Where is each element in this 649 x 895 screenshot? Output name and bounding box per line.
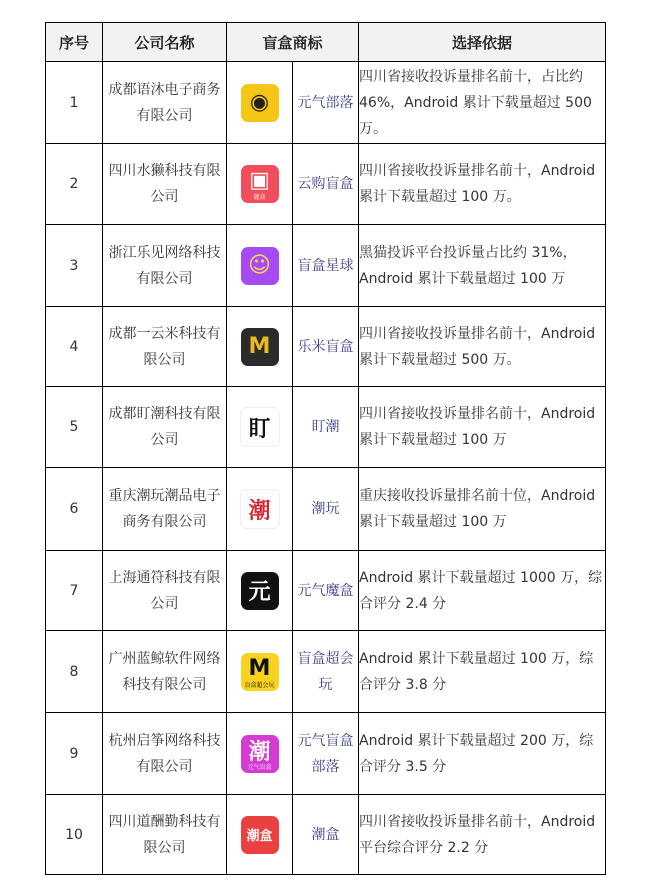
company-name: 重庆潮玩潮品电子商务有限公司 xyxy=(103,468,227,551)
logo-caption: 随盒 xyxy=(253,194,266,201)
brand-logo-cell xyxy=(227,795,293,875)
table-row xyxy=(46,468,606,551)
header-reason: 选择依据 xyxy=(359,23,606,62)
table-row xyxy=(46,713,606,795)
brand-name: 盲盒超会玩 xyxy=(293,631,359,713)
brand-logo-cell xyxy=(227,551,293,631)
row-number: 9 xyxy=(46,713,103,795)
company-name: 成都一云米科技有限公司 xyxy=(103,307,227,387)
row-number: 7 xyxy=(46,551,103,631)
row-number: 6 xyxy=(46,468,103,551)
table-row xyxy=(46,62,606,144)
logo-glyph: 盯 xyxy=(248,416,271,442)
table-row xyxy=(46,551,606,631)
table-row xyxy=(46,307,606,387)
brand-name: 元气魔盒 xyxy=(293,551,359,631)
selection-reason: 黑猫投诉平台投诉量占比约 31%，Android 累计下载量超过 100 万 xyxy=(359,225,606,307)
selection-reason: 四川省接收投诉量排名前十，Android 累计下载量超过 100 万 xyxy=(359,387,606,468)
brand-name: 盲盒星球 xyxy=(293,225,359,307)
row-number: 1 xyxy=(46,62,103,144)
selection-reason: 四川省接收投诉量排名前十，Android 累计下载量超过 500 万。 xyxy=(359,307,606,387)
selection-reason: Android 累计下载量超过 100 万，综合评分 3.8 分 xyxy=(359,631,606,713)
logo-glyph: 元 xyxy=(248,580,271,605)
table-row xyxy=(46,387,606,468)
manghe-chaohuiwan-logo xyxy=(241,653,279,691)
brand-logo-cell xyxy=(227,62,293,144)
row-number: 5 xyxy=(46,387,103,468)
logo-glyph: 潮盒 xyxy=(246,829,273,844)
lemi-manghe-logo xyxy=(241,328,279,366)
chaowan-logo xyxy=(240,489,280,529)
brand-name: 元气部落 xyxy=(293,62,359,144)
table-row xyxy=(46,795,606,875)
logo-glyph: 潮 xyxy=(248,498,271,524)
dingchao-logo xyxy=(240,407,280,447)
logo-glyph: M xyxy=(248,655,271,681)
logo-caption: 元气盲盒 xyxy=(247,763,272,771)
company-name: 成都盯潮科技有限公司 xyxy=(103,387,227,468)
company-name: 浙江乐见网络科技有限公司 xyxy=(103,225,227,307)
yuanqi-buluo-logo xyxy=(241,84,279,122)
brand-logo-cell xyxy=(227,144,293,225)
blind-box-brand-table xyxy=(45,22,606,875)
company-name: 四川水獭科技有限公司 xyxy=(103,144,227,225)
header-brand: 盲盒商标 xyxy=(227,23,359,62)
company-name: 四川道酬勤科技有限公司 xyxy=(103,795,227,875)
brand-logo-cell xyxy=(227,631,293,713)
company-name: 上海通符科技有限公司 xyxy=(103,551,227,631)
row-number: 2 xyxy=(46,144,103,225)
selection-reason: Android 累计下载量超过 1000 万，综合评分 2.4 分 xyxy=(359,551,606,631)
company-name: 成都语沐电子商务有限公司 xyxy=(103,62,227,144)
row-number: 8 xyxy=(46,631,103,713)
chaohe-logo xyxy=(241,816,279,854)
header-no: 序号 xyxy=(46,23,103,62)
company-name: 广州蓝鲸软件网络科技有限公司 xyxy=(103,631,227,713)
selection-reason: 重庆接收投诉量排名前十位，Android 累计下载量超过 100 万 xyxy=(359,468,606,551)
logo-glyph: 潮 xyxy=(248,739,271,765)
brand-name: 云购盲盒 xyxy=(293,144,359,225)
brand-name: 元气盲盒部落 xyxy=(293,713,359,795)
logo-glyph: M xyxy=(248,334,271,359)
brand-name: 潮玩 xyxy=(293,468,359,551)
manghe-xingqiu-logo xyxy=(241,247,279,285)
row-number: 10 xyxy=(46,795,103,875)
header-row xyxy=(46,23,606,62)
selection-reason: 四川省接收投诉量排名前十，Android 累计下载量超过 100 万。 xyxy=(359,144,606,225)
row-number: 4 xyxy=(46,307,103,387)
logo-glyph: ▣ xyxy=(249,168,270,193)
brand-logo-cell xyxy=(227,468,293,551)
yuanqi-mohe-logo xyxy=(241,572,279,610)
yungou-manghe-logo xyxy=(241,165,279,203)
brand-logo-cell xyxy=(227,225,293,307)
row-number: 3 xyxy=(46,225,103,307)
table-row xyxy=(46,144,606,225)
table-row xyxy=(46,225,606,307)
brand-name: 乐米盲盒 xyxy=(293,307,359,387)
selection-reason: 四川省接收投诉量排名前十，占比约 46%，Android 累计下载量超过 500 万。 xyxy=(359,62,606,144)
table-body xyxy=(46,62,606,875)
table-row xyxy=(46,631,606,713)
logo-caption: 盲盒超会玩 xyxy=(244,681,275,689)
brand-name: 盯潮 xyxy=(293,387,359,468)
yuanqi-manghe-buluo-logo xyxy=(241,735,279,773)
brand-logo-cell xyxy=(227,307,293,387)
selection-reason: Android 累计下载量超过 200 万，综合评分 3.5 分 xyxy=(359,713,606,795)
company-name: 杭州启筝网络科技有限公司 xyxy=(103,713,227,795)
brand-name: 潮盒 xyxy=(293,795,359,875)
selection-reason: 四川省接收投诉量排名前十，Android 平台综合评分 2.2 分 xyxy=(359,795,606,875)
header-company: 公司名称 xyxy=(103,23,227,62)
logo-glyph: ☺ xyxy=(248,253,271,278)
logo-glyph: ◉ xyxy=(249,90,270,115)
brand-logo-cell xyxy=(227,387,293,468)
brand-logo-cell xyxy=(227,713,293,795)
